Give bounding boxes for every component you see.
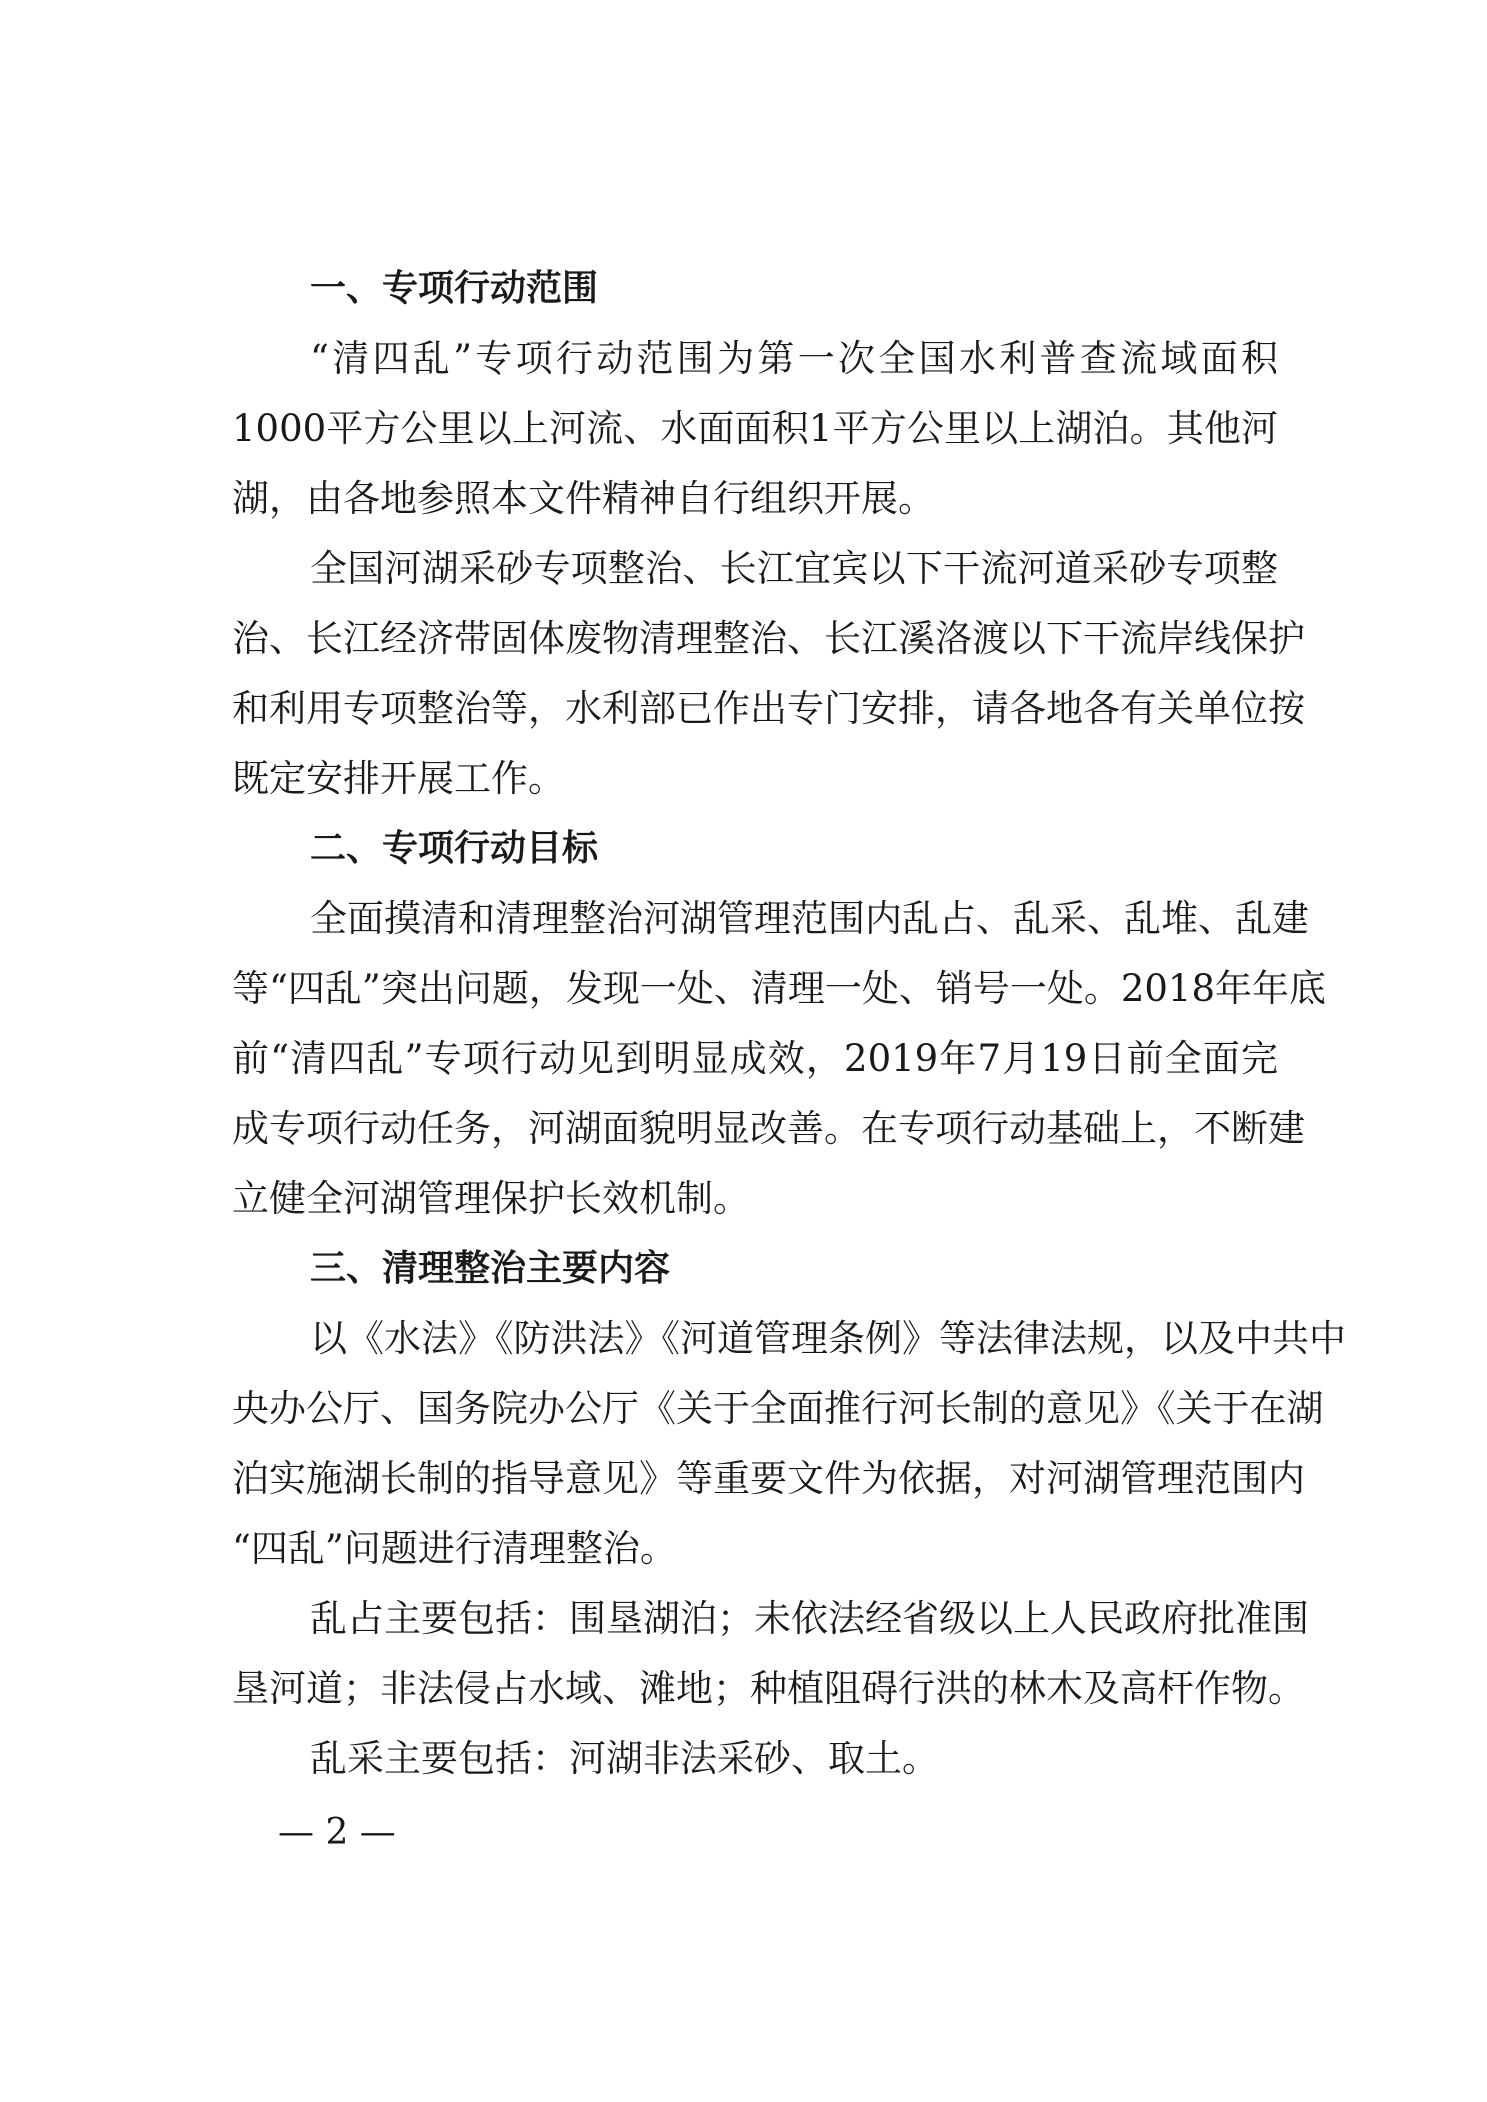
paragraph-line: 央办公厅、国务院办公厅《关于全面推行河长制的意见》《关于在湖	[232, 1387, 1324, 1430]
paragraph-line: 湖，由各地参照本文件精神自行组织开展。	[232, 477, 935, 520]
paragraph-line: 以《水法》《防洪法》《河道管理条例》等法律法规，以及中共中	[310, 1317, 1346, 1360]
document-body	[232, 254, 1346, 1794]
paragraph-line: 全面摸清和清理整治河湖管理范围内乱占、乱采、乱堆、乱建	[310, 897, 1309, 940]
paragraph-line: 等“四乱”突出问题，发现一处、清理一处、销号一处。2018年年底	[232, 967, 1326, 1010]
paragraph-line: 既定安排开展工作。	[232, 757, 565, 800]
section-heading-scope: 一、专项行动范围	[310, 268, 599, 309]
paragraph-line: “清四乱”专项行动范围为第一次全国水利普查流域面积	[310, 337, 1278, 380]
paragraph-line: 泊实施湖长制的指导意见》等重要文件为依据，对河湖管理范围内	[232, 1457, 1305, 1500]
paragraph-line: 和利用专项整治等，水利部已作出专门安排，请各地各有关单位按	[232, 687, 1305, 730]
page-number: — 2 —	[278, 1812, 396, 1853]
paragraph-line: 前“清四乱”专项行动见到明显成效，2019年7月19日前全面完	[232, 1037, 1278, 1080]
paragraph-line: 垦河道；非法侵占水域、滩地；种植阻碍行洪的林木及高杆作物。	[232, 1667, 1305, 1710]
paragraph-line: “四乱”问题进行清理整治。	[232, 1527, 677, 1570]
section-heading-content: 三、清理整治主要内容	[310, 1248, 671, 1289]
paragraph-line: 全国河湖采砂专项整治、长江宜宾以下干流河道采砂专项整	[310, 547, 1278, 590]
paragraph-line: 乱采主要包括：河湖非法采砂、取土。	[310, 1737, 939, 1780]
paragraph-line: 乱占主要包括：围垦湖泊；未依法经省级以上人民政府批准围	[310, 1597, 1309, 1640]
paragraph-line: 1000平方公里以上河流、水面面积1平方公里以上湖泊。其他河	[232, 407, 1278, 450]
section-heading-goals: 二、专项行动目标	[310, 828, 599, 869]
paragraph-line: 立健全河湖管理保护长效机制。	[232, 1177, 750, 1220]
paragraph-line: 治、长江经济带固体废物清理整治、长江溪洛渡以下干流岸线保护	[232, 617, 1305, 660]
paragraph-line: 成专项行动任务，河湖面貌明显改善。在专项行动基础上，不断建	[232, 1107, 1305, 1150]
